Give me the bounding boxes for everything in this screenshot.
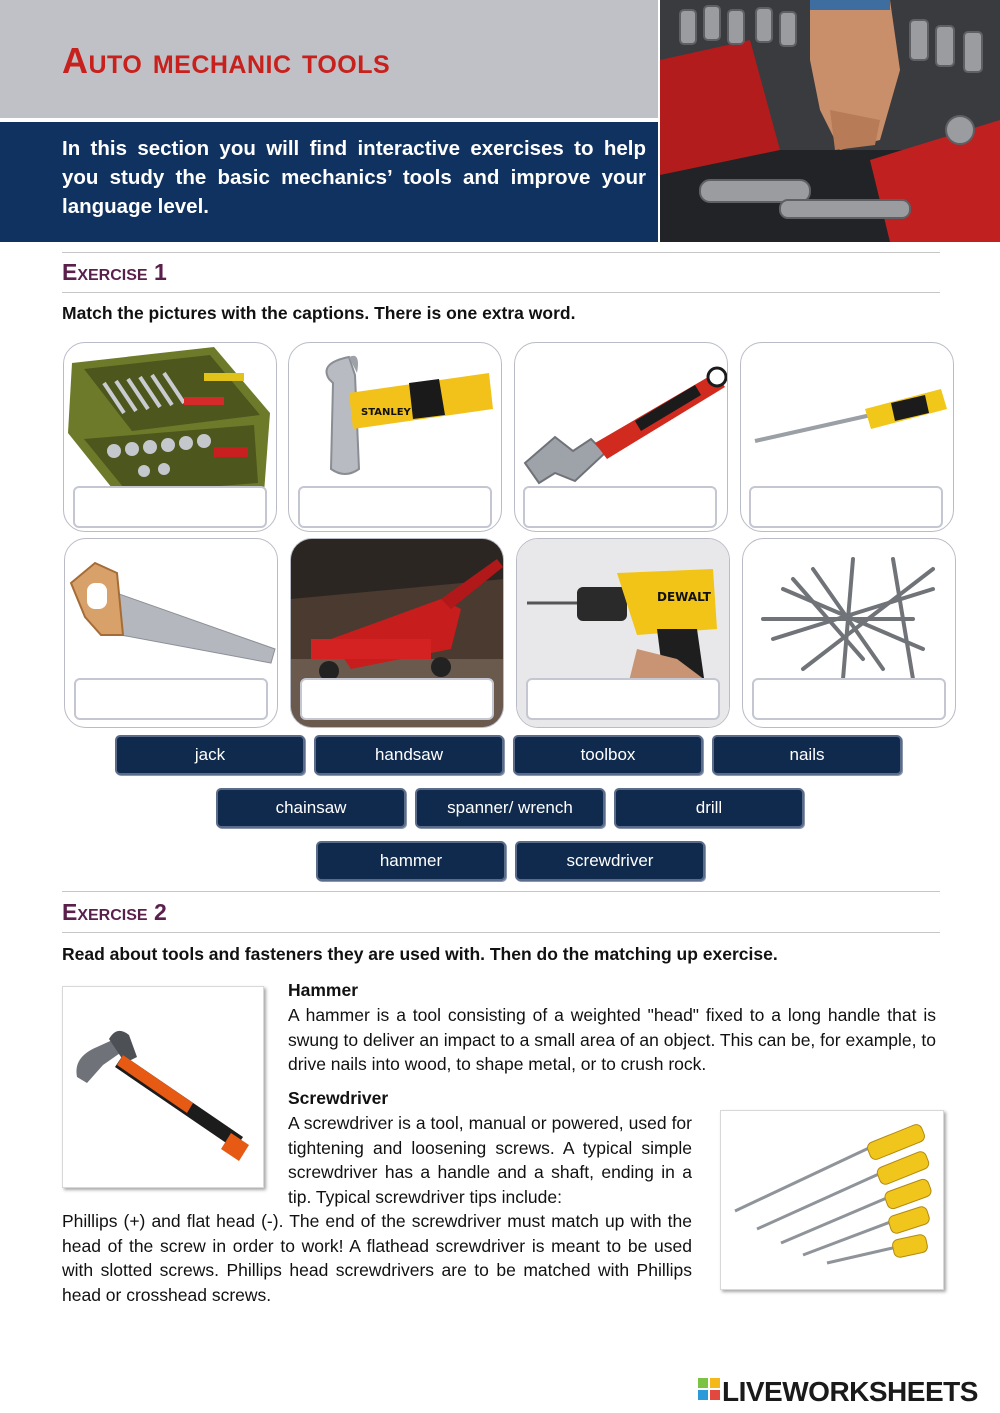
- header-intro-text: In this section you will find interactive exercises to help you study the basic mechanics’ tools and improve your language level.: [62, 137, 646, 218]
- exercise-2-title: Exercise 2: [62, 899, 167, 925]
- exercise-2-instruction: Read about tools and fasteners they are used with. Then do the matching up exercise.: [62, 944, 778, 964]
- word-drill[interactable]: drill: [614, 788, 804, 828]
- exercise-1-title: Exercise 1: [62, 259, 167, 285]
- word-hammer[interactable]: hammer: [316, 841, 506, 881]
- screwdriver-paragraph-top: A screwdriver is a tool, manual or powered, used for tightening and loosening screws. A typical simple screwdriver has a handle and a shaft, ending in a tip. Typical screwdriver tips include:: [288, 1113, 692, 1207]
- answer-box-8[interactable]: [752, 678, 946, 720]
- divider: [62, 292, 940, 293]
- liveworksheets-logo-icon: [698, 1374, 722, 1410]
- liveworksheets-logo-text: LIVEWORKSHEETS: [722, 1376, 978, 1407]
- answer-box-2[interactable]: [298, 486, 492, 528]
- answer-box-5[interactable]: [74, 678, 268, 720]
- header-toolbox-photo: [660, 0, 1000, 242]
- exercise-1-instruction: Match the pictures with the captions. There is one extra word.: [62, 303, 576, 323]
- word-handsaw[interactable]: handsaw: [314, 735, 504, 775]
- word-chainsaw[interactable]: chainsaw: [216, 788, 406, 828]
- word-screwdriver[interactable]: screwdriver: [515, 841, 705, 881]
- hammer-photo: [62, 986, 264, 1188]
- screwdriver-heading: Screwdriver: [288, 1088, 389, 1108]
- hammer-paragraph: A hammer is a tool consisting of a weighted "head" fixed to a long handle that is swung to deliver an impact to a small area of an object. This can be, for example, to drive nails into wood, to shape metal, or to crush rock.: [288, 1005, 936, 1075]
- word-toolbox[interactable]: toolbox: [513, 735, 703, 775]
- screwdrivers-photo: [720, 1110, 944, 1290]
- screwdriver-paragraph-bottom: Phillips (+) and flat head (-). The end of the screwdriver must match up with the head of the screw in order to work! A flathead screwdriver is meant to be used with slotted screws. Phillips head screwdrivers are to be matched with Phillips head or crosshead screws.: [62, 1211, 692, 1305]
- answer-box-3[interactable]: [523, 486, 717, 528]
- divider: [62, 891, 940, 892]
- answer-box-1[interactable]: [73, 486, 267, 528]
- word-jack[interactable]: jack: [115, 735, 305, 775]
- divider: [62, 932, 940, 933]
- answer-box-4[interactable]: [749, 486, 943, 528]
- divider: [62, 252, 940, 253]
- hammer-heading: Hammer: [288, 980, 359, 1000]
- word-spanner-wrench[interactable]: spanner/ wrench: [415, 788, 605, 828]
- page-title: Auto mechanic tools: [62, 40, 391, 81]
- svg-text:STANLEY: STANLEY: [361, 407, 411, 418]
- word-nails[interactable]: nails: [712, 735, 902, 775]
- answer-box-6[interactable]: [300, 678, 494, 720]
- svg-text:DEWALT: DEWALT: [657, 590, 711, 604]
- answer-box-7[interactable]: [526, 678, 720, 720]
